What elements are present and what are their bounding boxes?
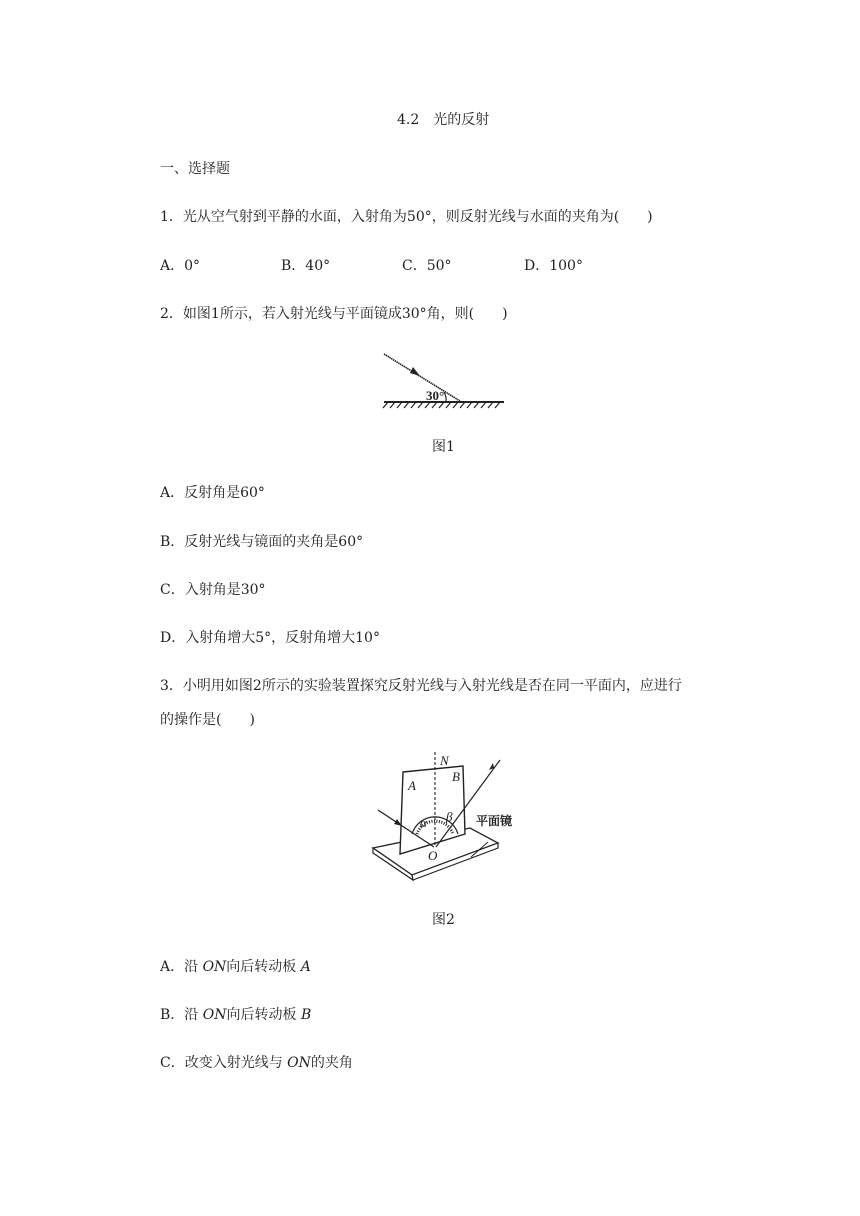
q2-option-a: A．反射角是60° <box>160 485 265 501</box>
question-1-stem: 1．光从空气射到平静的水面，入射角为50°，则反射光线与水面的夹角为( ) <box>160 209 653 225</box>
q2-option-c: C．入射角是30° <box>160 582 266 598</box>
q3-option-a-line-label: ON <box>202 959 227 975</box>
q3-option-a-board-label: A <box>300 959 311 975</box>
figure-1-angle-label: 30° <box>426 388 445 403</box>
figure-2-label-mirror: 平面镜 <box>476 814 513 828</box>
question-3-stem-line-1: 3．小明用如图2所示的实验装置探究反射光线与入射光线是否在同一平面内，应进行 <box>160 678 682 694</box>
question-3-stem-line-2: 的操作是( ) <box>160 712 255 728</box>
figure-2-diagram <box>370 748 513 883</box>
q3-option-c-prefix: C．改变入射光线与 <box>160 1055 288 1071</box>
question-2-stem: 2．如图1所示，若入射光线与平面镜成30°角，则( ) <box>160 306 508 322</box>
q3-option-b-line-label: ON <box>202 1007 227 1023</box>
q3-option-c <box>160 1054 353 1072</box>
q3-option-a-prefix: A．沿 <box>160 959 203 975</box>
section-heading: 一、选择题 <box>160 161 230 177</box>
figure-2-label-O: O <box>428 848 438 863</box>
q2-option-d: D．入射角增大5°，反射角增大10° <box>160 630 380 646</box>
q1-option-a: A．0° <box>160 258 201 274</box>
q3-option-c-line-label: ON <box>287 1055 311 1071</box>
q3-option-a-mid: 向后转动板 <box>226 959 301 975</box>
q3-option-a <box>160 958 311 976</box>
q1-option-c: C．50° <box>402 258 452 274</box>
figure-2-label-B: B <box>452 769 460 784</box>
figure-1-diagram <box>380 350 510 410</box>
q3-option-b-board-label: B <box>300 1007 312 1023</box>
q2-option-b: B．反射光线与镜面的夹角是60° <box>160 534 364 550</box>
figure-1-caption: 图1 <box>432 439 455 455</box>
page-title: 4.2 光的反射 <box>397 112 490 128</box>
q1-option-d: D．100° <box>524 258 583 274</box>
q3-option-b-prefix: B．沿 <box>160 1007 203 1023</box>
q3-option-b-mid: 向后转动板 <box>226 1007 301 1023</box>
figure-2-label-beta: β <box>446 809 453 824</box>
figure-2-caption: 图2 <box>432 912 455 928</box>
figure-2-label-alpha: α <box>420 815 427 830</box>
q3-option-b <box>160 1006 311 1024</box>
figure-2-label-N: N <box>440 753 449 768</box>
q3-option-c-mid: 的夹角 <box>310 1055 353 1071</box>
q1-option-b: B．40° <box>281 258 331 274</box>
figure-2-label-A: A <box>408 778 416 793</box>
